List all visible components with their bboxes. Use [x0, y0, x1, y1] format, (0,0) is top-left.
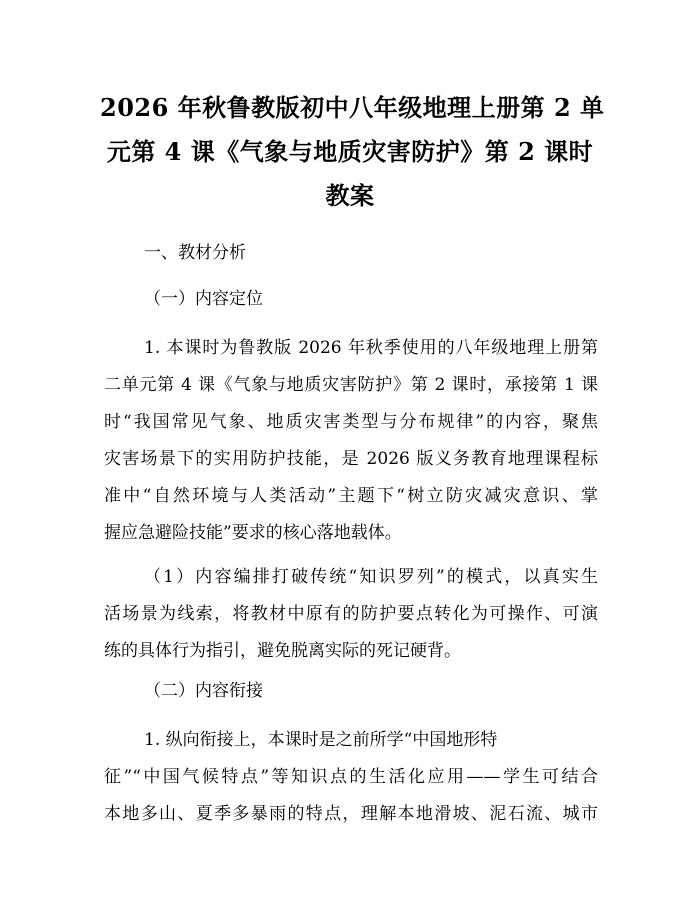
- paragraph-vertical-connection: [104, 722, 598, 833]
- paragraph-line: 本地多山、夏季多暴雨的特点，理解本地滑坡、泥石流、城市: [104, 804, 598, 824]
- paragraph-line: 征”“中国气候特点”等知识点的生活化应用——学生可结合: [104, 767, 598, 787]
- subsection-heading-content-connection: （二）内容衔接: [144, 681, 263, 701]
- paragraph-line: 1. 纵向衔接上，本课时是之前所学“中国地形特: [144, 730, 498, 750]
- paragraph-content-arrangement: [104, 559, 598, 670]
- paragraph-line: 1. 本课时为鲁教版 2026 年秋季使用的八年级地理上册第: [144, 338, 598, 358]
- paragraph-line: 活场景为线索，将教材中原有的防护要点转化为可操作、可演: [104, 604, 598, 624]
- paragraph-content-positioning: [104, 330, 598, 552]
- paragraph-line: 二单元第 4 课《气象与地质灾害防护》第 2 课时，承接第 1 课: [104, 375, 598, 395]
- paragraph-line: 灾害场景下的实用防护技能，是 2026 版义务教育地理课程标: [104, 449, 598, 469]
- paragraph-line: （1）内容编排打破传统“知识罗列”的模式，以真实生: [144, 567, 598, 587]
- title-line-2: 元第 4 课《气象与地质灾害防护》第 2 课时: [106, 137, 594, 166]
- paragraph-line: 练的具体行为指引，避免脱离实际的死记硬背。: [104, 641, 461, 661]
- document-title: [100, 86, 605, 218]
- paragraph-line: 握应急避险技能”要求的核心落地载体。: [104, 523, 402, 543]
- title-line-1: 2026 年秋鲁教版初中八年级地理上册第 2 单: [100, 93, 605, 122]
- paragraph-line: 时“我国常见气象、地质灾害类型与分布规律”的内容，聚焦: [104, 412, 598, 432]
- subsection-heading-content-positioning: （一）内容定位: [144, 289, 263, 309]
- section-heading-textbook-analysis: 一、教材分析: [144, 243, 246, 263]
- title-line-3: 教案: [325, 181, 375, 210]
- paragraph-line: 准中“自然环境与人类活动”主题下“树立防灾减灾意识、掌: [104, 486, 598, 506]
